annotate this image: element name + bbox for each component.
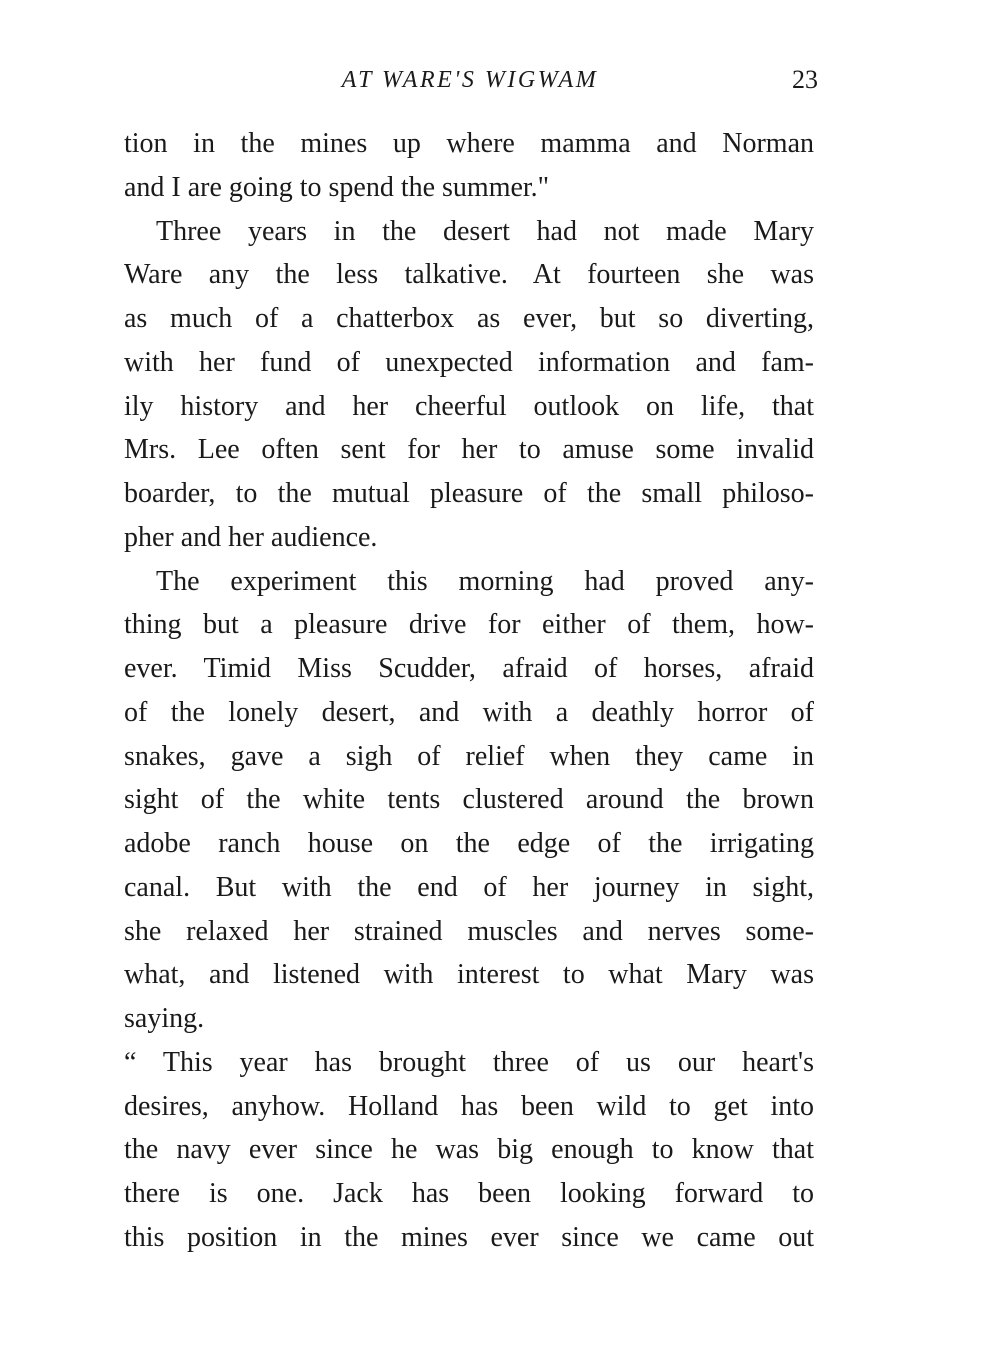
text-line: The experiment this morning had proved any- [156,565,814,597]
text-line: sight of the white tents clustered around the brown [124,784,814,816]
text-line: boarder, to the mutual pleasure of the small philoso- [124,478,814,509]
text-line: the navy ever since he was big enough to know that [124,1134,814,1166]
text-line: ever. Timid Miss Scudder, afraid of horses, afraid [124,653,814,684]
text-line: “ This year has brought three of us our heart's [124,1046,814,1078]
text-line: Mrs. Lee often sent for her to amuse some invalid [124,434,814,466]
body-text [124,122,814,1260]
text-line: as much of a chatterbox as ever, but so diverting, [124,303,814,334]
page-number: 23 [792,65,818,94]
text-line: what, and listened with interest to what Mary was [124,959,814,991]
text-line: with her fund of unexpected information and fam- [124,346,814,378]
running-title: AT WARE'S WIGWAM [341,67,599,93]
text-line: canal. But with the end of her journey in sight, [124,871,814,903]
text-line: of the lonely desert, and with a deathly horror of [124,696,814,728]
text-line: desires, anyhow. Holland has been wild to get into [124,1090,814,1122]
text-line: and I are going to spend the summer." [124,171,550,203]
text-line: Three years in the desert had not made Mary [156,215,814,247]
running-head [122,64,818,100]
text-line: adobe ranch house on the edge of the irrigating [124,828,814,859]
text-line: tion in the mines up where mamma and Norman [124,128,814,159]
text-line: thing but a pleasure drive for either of them, how- [124,609,814,641]
text-line: snakes, gave a sigh of relief when they came in [124,740,814,772]
text-line: pher and her audience. [124,521,378,553]
text-line: this position in the mines ever since we came out [124,1221,814,1253]
text-line: Ware any the less talkative. At fourteen she was [124,259,814,291]
text-line: ily history and her cheerful outlook on life, that [124,390,814,422]
text-line: there is one. Jack has been looking forward to [124,1178,814,1209]
text-line: she relaxed her strained muscles and nerves some- [124,915,814,947]
text-line: saying. [124,1003,205,1034]
